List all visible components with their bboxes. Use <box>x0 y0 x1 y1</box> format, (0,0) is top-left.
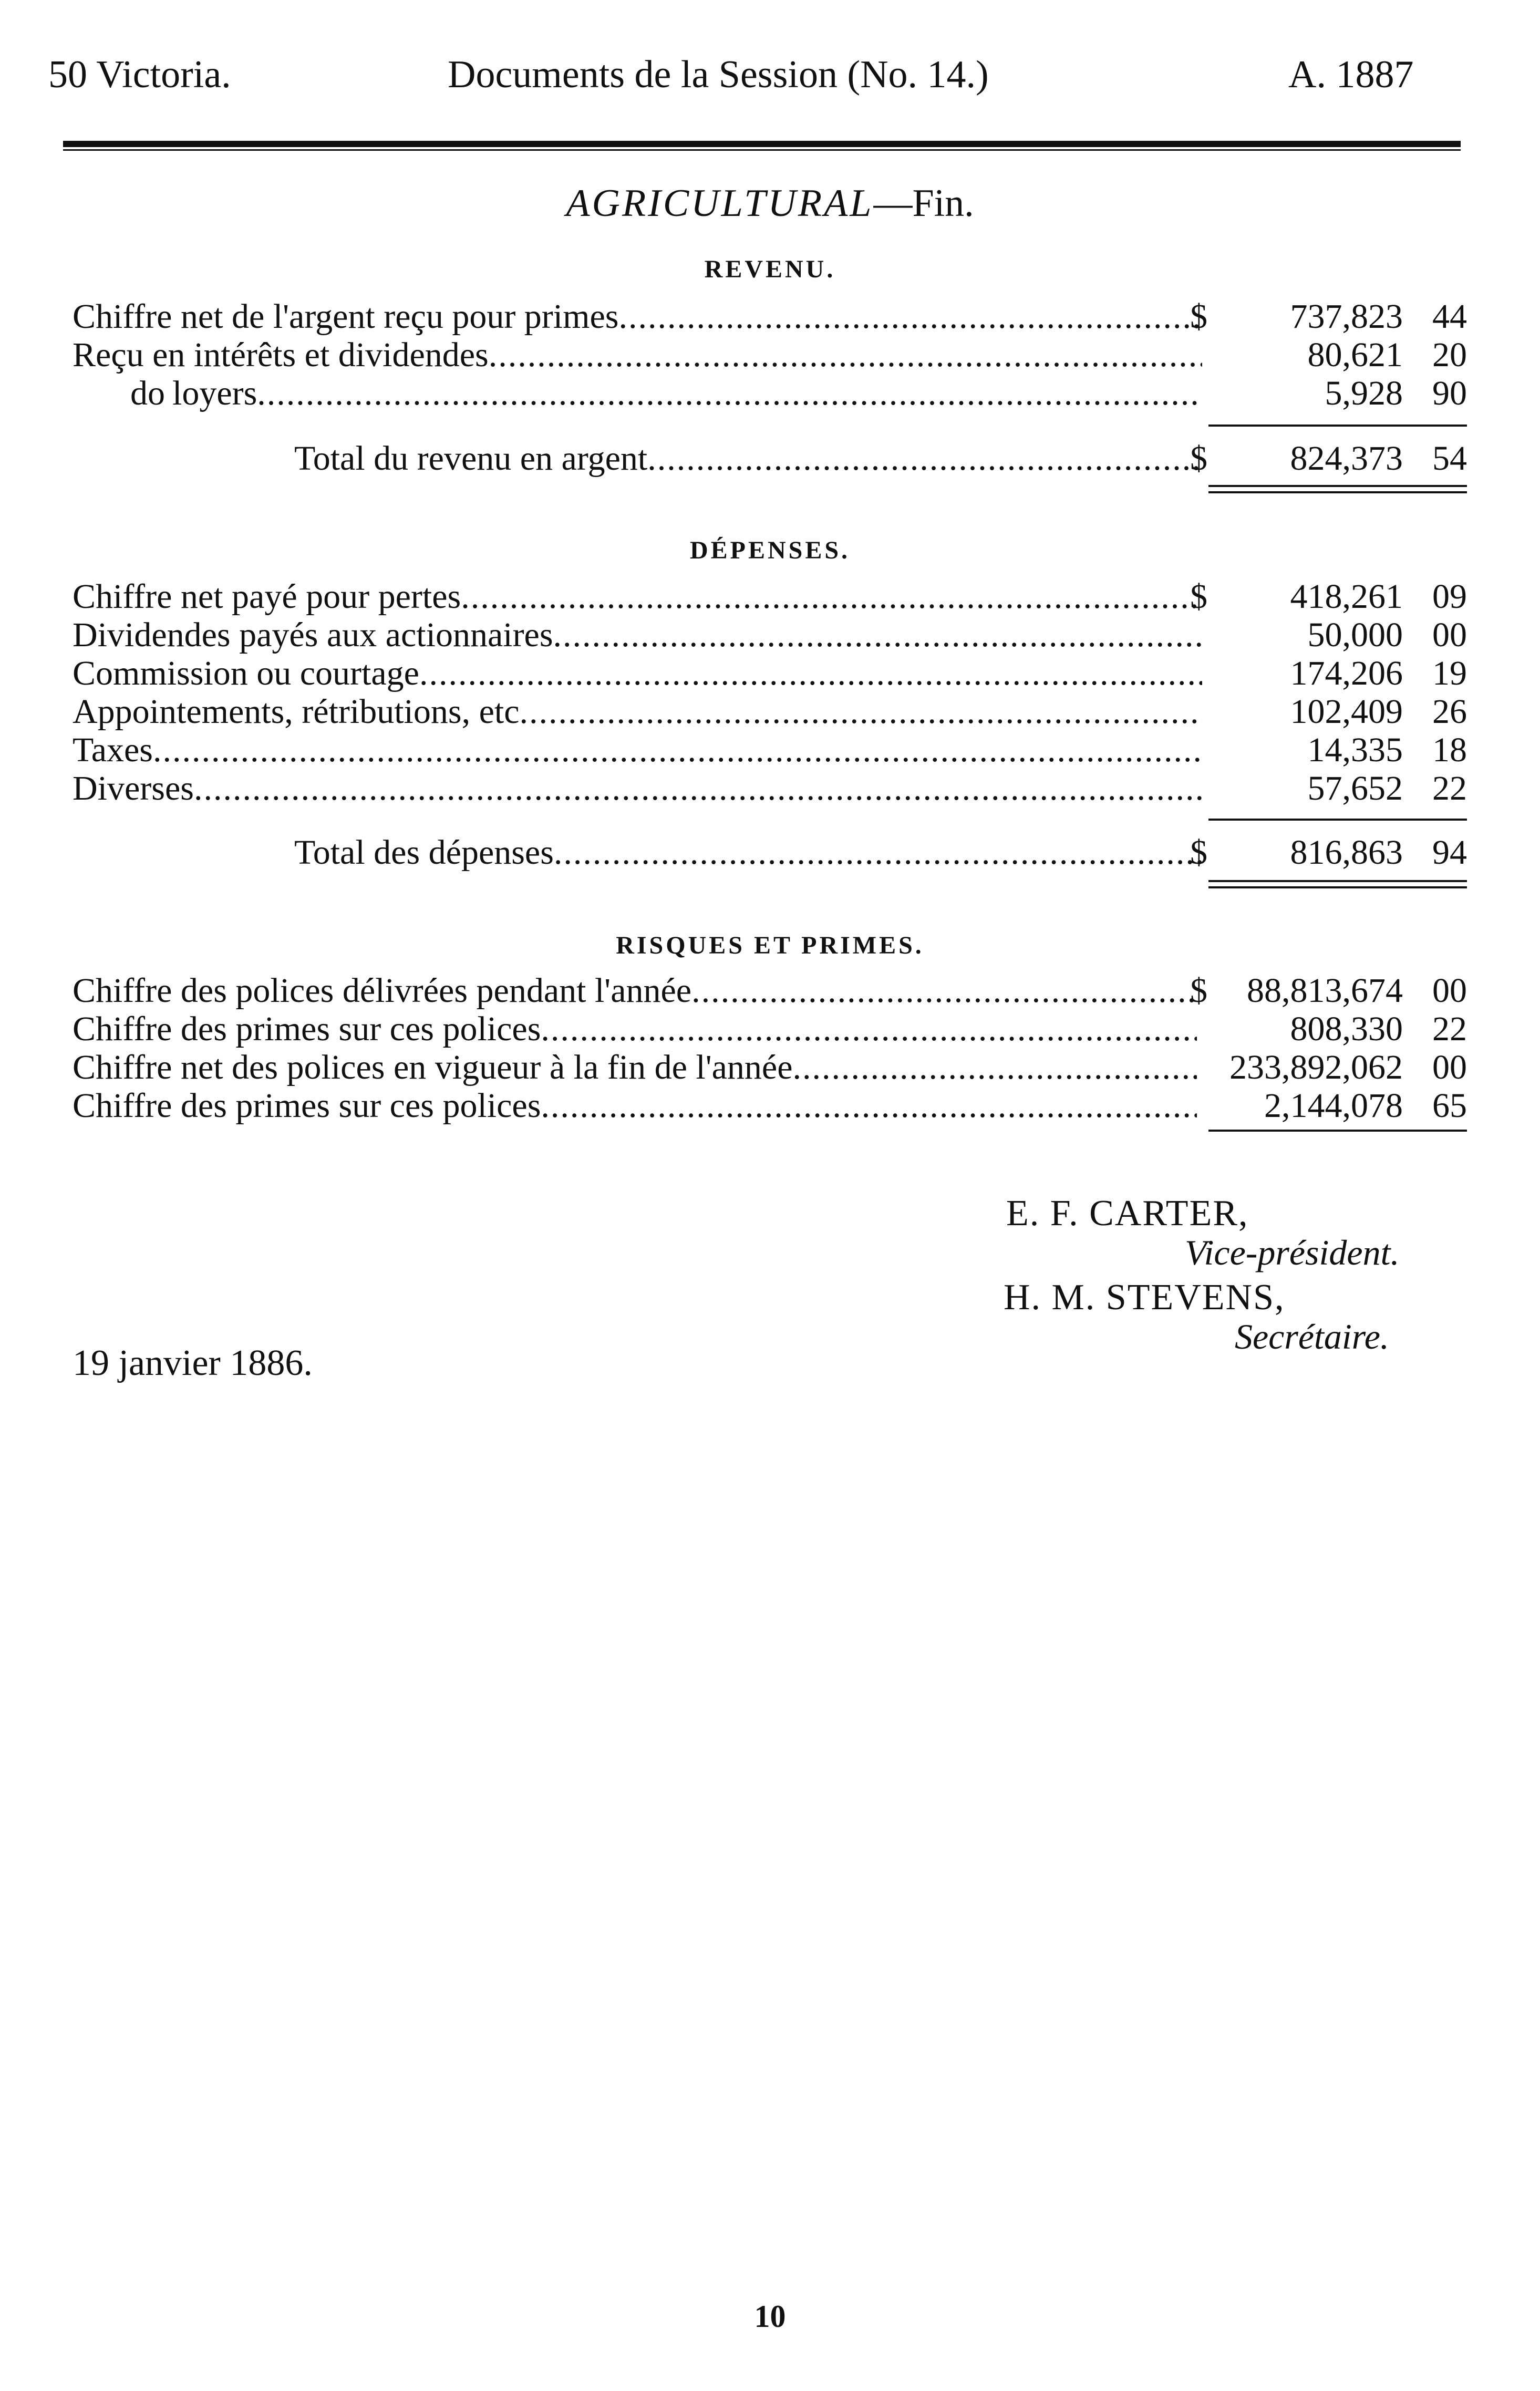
total-amount: 816,863 <box>1290 833 1403 872</box>
row-label: Chiffre des primes sur ces polices ..... <box>73 1009 1197 1049</box>
row-cents: 22 <box>1432 769 1467 808</box>
row-amount: 80,621 <box>1307 336 1403 374</box>
signatory-title: Vice-président. <box>1185 1233 1400 1272</box>
depenses-row <box>0 654 1540 696</box>
row-amount: 2,144,078 <box>1264 1086 1403 1125</box>
revenu-total-row <box>0 439 1540 481</box>
risques-row <box>0 1086 1540 1128</box>
row-label: Appointements, rétributions, etc ..... <box>73 692 1202 732</box>
section-title-suffix: —Fin. <box>873 182 974 225</box>
depenses-row <box>0 692 1540 734</box>
dollar-sign: $ <box>1190 297 1207 336</box>
revenu-row <box>0 335 1540 377</box>
row-label: Diverses ..... <box>73 769 1202 809</box>
row-cents: 19 <box>1432 654 1467 692</box>
depenses-total-row <box>0 833 1540 875</box>
risques-row <box>0 971 1540 1013</box>
revenu-heading: REVENU. <box>704 255 836 283</box>
depenses-row <box>0 577 1540 619</box>
row-cents: 90 <box>1432 374 1467 412</box>
document-date: 19 janvier 1886. <box>73 1343 313 1383</box>
sum-rule <box>1208 819 1467 821</box>
row-cents: 18 <box>1432 731 1467 769</box>
row-amount: 233,892,062 <box>1229 1048 1403 1086</box>
page-number: 10 <box>754 2299 786 2334</box>
row-cents: 65 <box>1432 1086 1467 1125</box>
row-cents: 00 <box>1432 971 1467 1010</box>
closing-rule <box>1208 1130 1467 1132</box>
row-cents: 44 <box>1432 297 1467 336</box>
section-title-name: AGRICULTURAL <box>566 182 874 225</box>
row-label: Taxes ..... <box>73 730 1202 770</box>
total-cents: 54 <box>1432 439 1467 478</box>
total-cents: 94 <box>1432 833 1467 872</box>
risques-heading: RISQUES ET PRIMES. <box>616 931 924 959</box>
row-label: Commission ou courtage ..... <box>73 654 1202 694</box>
revenu-row <box>0 297 1540 339</box>
row-amount: 14,335 <box>1307 731 1403 769</box>
revenu-row <box>0 374 1540 416</box>
depenses-row <box>0 769 1540 811</box>
row-amount: 808,330 <box>1290 1010 1403 1048</box>
row-cents: 20 <box>1432 336 1467 374</box>
row-label: Chiffre net payé pour pertes ..... <box>73 577 1202 617</box>
row-amount: 102,409 <box>1290 692 1403 731</box>
signatory-name: E. F. CARTER, <box>1006 1193 1249 1234</box>
row-amount: 50,000 <box>1307 616 1403 654</box>
depenses-heading: DÉPENSES. <box>689 536 851 564</box>
row-amount: 88,813,674 <box>1247 971 1403 1010</box>
risques-row <box>0 1048 1540 1090</box>
row-amount: 5,928 <box>1325 374 1403 412</box>
row-label: Chiffre des polices délivrées pendant l'année ..... <box>73 971 1197 1011</box>
header-rule-thin <box>63 149 1461 151</box>
row-amount: 418,261 <box>1290 577 1403 616</box>
total-label: Total du revenu en argent ..... <box>294 439 1202 479</box>
risques-row <box>0 1009 1540 1051</box>
row-label: do loyers ..... <box>73 374 1202 413</box>
header-year: A. 1887 <box>1288 53 1414 96</box>
row-label: Chiffre net des polices en vigueur à la fin de l'année ..... <box>73 1048 1197 1088</box>
row-amount: 174,206 <box>1290 654 1403 692</box>
total-amount: 824,373 <box>1290 439 1403 478</box>
depenses-row <box>0 615 1540 657</box>
header-document-title: Documents de la Session (No. 14.) <box>448 53 989 96</box>
row-amount: 57,652 <box>1307 769 1403 808</box>
dollar-sign: $ <box>1190 833 1207 872</box>
row-label: Chiffre net de l'argent reçu pour primes ..... <box>73 297 1202 337</box>
dollar-sign: $ <box>1190 971 1207 1010</box>
row-cents: 22 <box>1432 1010 1467 1048</box>
sum-rule <box>1208 425 1467 427</box>
signatory-name: H. M. STEVENS, <box>1004 1277 1285 1318</box>
header-regnal-year: 50 Victoria. <box>48 53 231 96</box>
row-label: Reçu en intérêts et dividendes ..... <box>73 335 1202 375</box>
double-rule <box>1208 491 1467 493</box>
row-cents: 09 <box>1432 577 1467 616</box>
header-rule-thick <box>63 141 1461 147</box>
signatory-title: Secrétaire. <box>1235 1317 1389 1357</box>
row-cents: 00 <box>1432 616 1467 654</box>
double-rule <box>1208 485 1467 487</box>
double-rule <box>1208 880 1467 882</box>
depenses-row <box>0 730 1540 772</box>
row-cents: 26 <box>1432 692 1467 731</box>
total-label: Total des dépenses ..... <box>294 833 1202 873</box>
section-title <box>0 181 1540 226</box>
row-label: Chiffre des primes sur ces polices ..... <box>73 1086 1197 1126</box>
dollar-sign: $ <box>1190 577 1207 616</box>
double-rule <box>1208 886 1467 888</box>
row-amount: 737,823 <box>1290 297 1403 336</box>
ditto-mark: do <box>130 374 165 412</box>
row-cents: 00 <box>1432 1048 1467 1086</box>
dollar-sign: $ <box>1190 439 1207 478</box>
row-label: Dividendes payés aux actionnaires ..... <box>73 615 1202 655</box>
